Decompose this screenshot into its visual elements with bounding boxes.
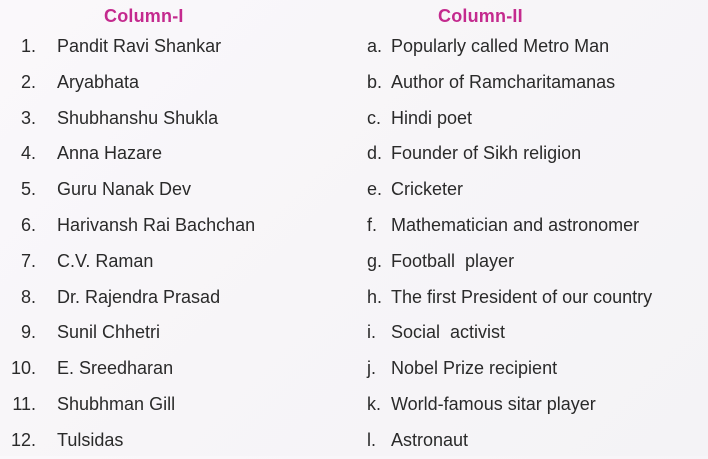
- option-description: Nobel Prize recipient: [391, 358, 558, 379]
- match-row: [0, 423, 708, 459]
- column-2-header: Column-II: [438, 6, 523, 26]
- person-name: E. Sreedharan: [57, 358, 174, 379]
- option-description: Popularly called Metro Man: [391, 36, 610, 56]
- option-description: Astronaut: [391, 429, 469, 450]
- person-name: Shubhman Gill: [57, 393, 176, 414]
- option-letter: b.: [367, 71, 383, 92]
- person-name: Harivansh Rai Bachchan: [57, 214, 256, 235]
- option-description: Social activist: [391, 322, 506, 343]
- person-name: Tulsidas: [57, 429, 124, 450]
- match-row: [0, 315, 708, 351]
- option-letter: h.: [367, 286, 383, 307]
- match-row: [0, 172, 708, 208]
- option-description: Founder of Sikh religion: [391, 143, 582, 164]
- row-number: 7.: [20, 250, 36, 271]
- option-letter: l.: [367, 429, 376, 450]
- option-description: Football player: [391, 250, 515, 271]
- row-number: 6.: [20, 214, 36, 235]
- option-letter: f.: [367, 214, 378, 235]
- person-name: Aryabhata: [57, 71, 140, 92]
- option-description: Author of Ramcharitamanas: [391, 71, 616, 92]
- option-letter: a.: [367, 36, 383, 56]
- row-number: 5.: [20, 179, 36, 200]
- person-name: Dr. Rajendra Prasad: [57, 286, 221, 307]
- row-number: 1.: [20, 36, 36, 56]
- column-1-header: Column-I: [104, 6, 184, 26]
- option-letter: k.: [367, 393, 382, 414]
- match-row: [0, 101, 708, 137]
- option-letter: e.: [367, 179, 383, 200]
- match-row: [0, 208, 708, 244]
- row-number: 12.: [10, 429, 36, 450]
- row-number: 11.: [12, 393, 36, 414]
- option-description: Hindi poet: [391, 107, 473, 128]
- person-name: Pandit Ravi Shankar: [57, 36, 222, 56]
- person-name: Shubhanshu Shukla: [57, 107, 219, 128]
- match-row: [0, 351, 708, 387]
- match-rows: [0, 29, 708, 459]
- match-row: [0, 136, 708, 172]
- row-number: 2.: [20, 71, 36, 92]
- option-description: The first President of our country: [391, 286, 653, 307]
- option-letter: j.: [367, 358, 376, 379]
- row-number: 8.: [20, 286, 36, 307]
- person-name: C.V. Raman: [57, 250, 154, 271]
- person-name: Anna Hazare: [57, 143, 163, 164]
- option-letter: i.: [367, 322, 376, 343]
- person-name: Guru Nanak Dev: [57, 179, 192, 200]
- option-description: Mathematician and astronomer: [391, 214, 640, 235]
- person-name: Sunil Chhetri: [57, 322, 161, 343]
- option-letter: d.: [367, 143, 383, 164]
- match-row: [0, 280, 708, 316]
- match-row: [0, 65, 708, 101]
- match-row: [0, 387, 708, 423]
- option-letter: c.: [367, 107, 382, 128]
- option-letter: g.: [367, 250, 383, 271]
- row-number: 3.: [20, 107, 36, 128]
- option-description: Cricketer: [391, 179, 464, 200]
- match-row: [0, 29, 708, 65]
- match-row: [0, 244, 708, 280]
- row-number: 10.: [10, 358, 36, 379]
- row-number: 9.: [20, 322, 36, 343]
- row-number: 4.: [20, 143, 36, 164]
- option-description: World-famous sitar player: [391, 393, 596, 414]
